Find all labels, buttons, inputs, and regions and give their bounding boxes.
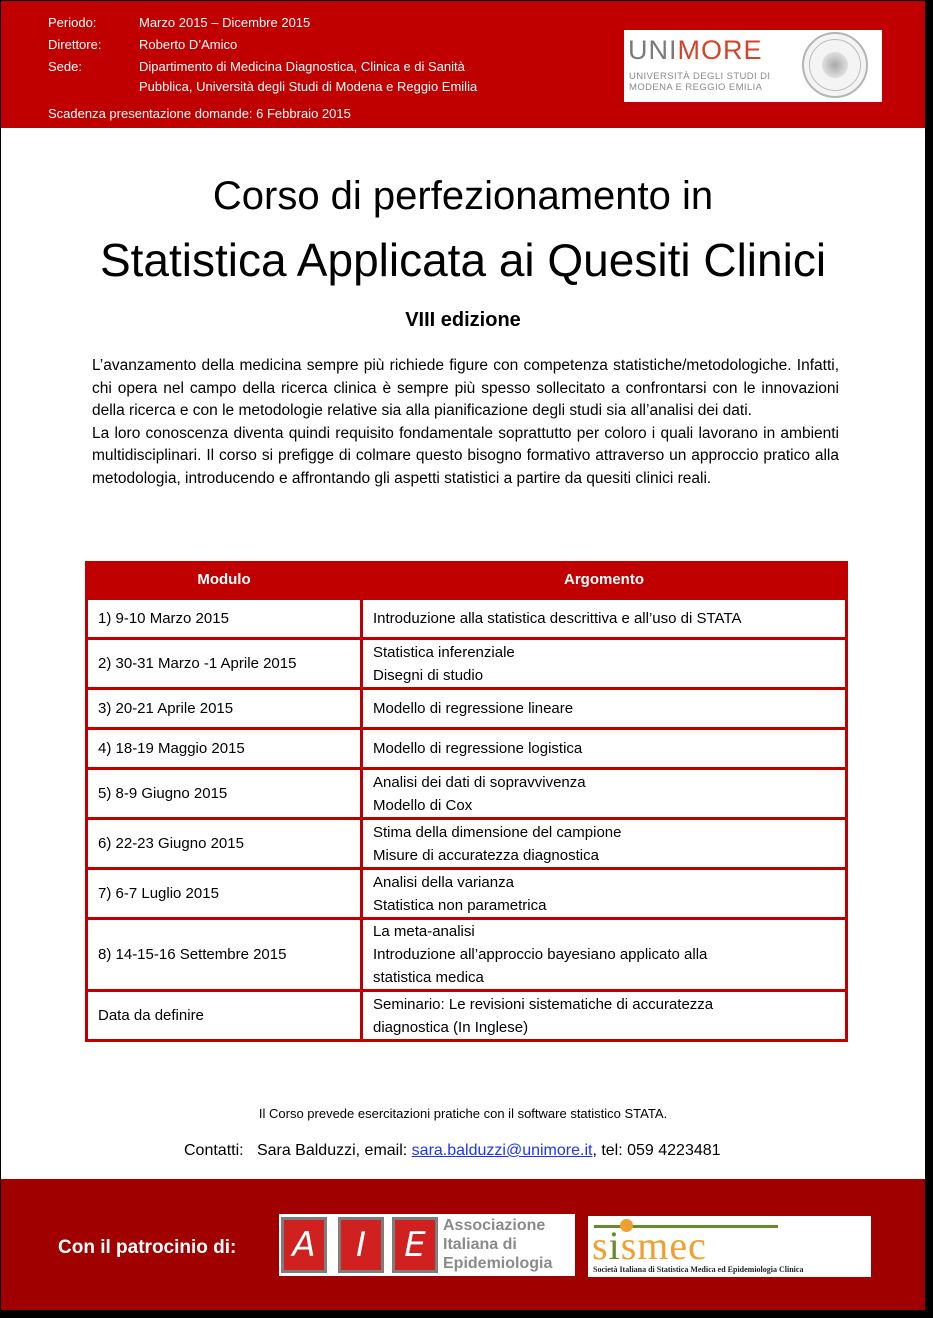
edition-label: VIII edizione bbox=[405, 309, 521, 331]
module-date: 2) 30-31 Marzo -1 Aprile 2015 bbox=[87, 639, 362, 689]
topic-line: Modello di regressione logistica bbox=[373, 740, 583, 757]
module-topic bbox=[362, 689, 847, 729]
module-date: 3) 20-21 Aprile 2015 bbox=[87, 689, 362, 729]
topic-line: diagnostica (In Inglese) bbox=[373, 1018, 529, 1036]
aie-name-line3: Epidemiologia bbox=[443, 1255, 553, 1272]
period-label: Periodo: bbox=[48, 15, 97, 30]
unimore-logo bbox=[624, 30, 882, 102]
module-topic bbox=[362, 639, 847, 689]
column-header-argomento: Argomento bbox=[362, 561, 847, 599]
sismec-word-i: i bbox=[608, 1223, 621, 1268]
sismec-word-rest: smec bbox=[620, 1223, 707, 1268]
location-value bbox=[139, 57, 477, 97]
contacts-label: Contatti: bbox=[184, 1142, 244, 1159]
patronage-label: Con il patrocinio di: bbox=[58, 1237, 237, 1258]
unimore-word-uni: UNI bbox=[628, 35, 678, 65]
unimore-wordmark bbox=[628, 35, 763, 65]
application-deadline: Scadenza presentazione domande: 6 Febbraio 2015 bbox=[48, 106, 351, 121]
module-date: 6) 22-23 Giugno 2015 bbox=[87, 819, 362, 869]
topic-line: Analisi della varianza bbox=[373, 873, 514, 891]
module-date: 5) 8-9 Giugno 2015 bbox=[87, 769, 362, 819]
column-header-modulo: Modulo bbox=[87, 561, 362, 599]
module-topic bbox=[362, 819, 847, 869]
contact-phone: , tel: 059 4223481 bbox=[592, 1142, 721, 1159]
module-schedule-table bbox=[85, 561, 848, 1042]
footer-band bbox=[1, 1179, 925, 1310]
table-row bbox=[87, 769, 847, 819]
table-row bbox=[87, 689, 847, 729]
topic-line: Statistica inferenziale bbox=[373, 643, 515, 661]
topic-line: Introduzione alla statistica descrittiva e all’uso di STATA bbox=[373, 610, 742, 627]
topic-line: Modello di regressione lineare bbox=[373, 700, 574, 717]
contact-email-link[interactable]: sara.balduzzi@unimore.it bbox=[411, 1142, 593, 1159]
intro-paragraph-2: La loro conoscenza diventa quindi requisito fondamentale soprattutto per coloro i quali lavorano in ambienti multidisciplinari. Il corso si prefigge di colmare questo bisogno formativo attraverso un approccio pratico alla metodologia, introducendo e affrontando gli aspetti statistici a partire da quesiti clinici reali. bbox=[92, 424, 839, 487]
module-topic bbox=[362, 869, 847, 919]
sismec-logo bbox=[588, 1216, 871, 1277]
module-topic bbox=[362, 919, 847, 991]
sismec-subtitle: Società Italiana di Statistica Medica ed Epidemiologia Clinica bbox=[593, 1265, 804, 1274]
contact-name: Sara Balduzzi, email: bbox=[256, 1142, 412, 1159]
topic-line: Seminario: Le revisioni sistematiche di accuratezza bbox=[373, 995, 714, 1013]
contacts-line bbox=[184, 1142, 721, 1160]
table-row bbox=[87, 991, 847, 1041]
aie-letter-a: A bbox=[281, 1217, 327, 1273]
module-date: 7) 6-7 Luglio 2015 bbox=[87, 869, 362, 919]
director-value: Roberto D’Amico bbox=[139, 37, 238, 52]
unimore-subtitle-line2: MODENA E REGGIO EMILIA bbox=[629, 82, 763, 93]
topic-line: La meta-analisi bbox=[373, 923, 475, 940]
intro-text bbox=[92, 355, 839, 490]
topic-line: Stima della dimensione del campione bbox=[373, 823, 622, 841]
table-row bbox=[87, 819, 847, 869]
table-row bbox=[87, 639, 847, 689]
module-date: Data da definire bbox=[87, 991, 362, 1041]
location-value-line2: Pubblica, Università degli Studi di Modena e Reggio Emilia bbox=[139, 79, 478, 94]
aie-logo bbox=[279, 1214, 575, 1276]
table-header-row bbox=[87, 561, 847, 599]
module-date: 8) 14-15-16 Settembre 2015 bbox=[87, 919, 362, 991]
stata-note: Il Corso prevede esercitazioni pratiche con il software statistico STATA. bbox=[258, 1106, 668, 1121]
location-label: Sede: bbox=[48, 59, 82, 74]
module-topic bbox=[362, 769, 847, 819]
table-row bbox=[87, 729, 847, 769]
intro-paragraph-1: L’avanzamento della medicina sempre più richiede figure con competenza statistiche/metodologiche. Infatti, chi opera nel campo della ricerca clinica è sempre più spesso sollecitato a confrontarsi con le innovazioni della ricerca e con le metodologie relative sia alla pianificazione degli studi sia all’analisi dei dati. bbox=[92, 357, 839, 419]
unimore-subtitle bbox=[629, 71, 770, 93]
aie-name-line2: Italiana di bbox=[443, 1236, 517, 1253]
unimore-subtitle-line1: UNIVERSITÀ DEGLI STUDI DI bbox=[629, 71, 771, 82]
module-date: 4) 18-19 Maggio 2015 bbox=[87, 729, 362, 769]
module-date: 1) 9-10 Marzo 2015 bbox=[87, 599, 362, 639]
module-topic bbox=[362, 599, 847, 639]
module-topic bbox=[362, 729, 847, 769]
sismec-word-s: s bbox=[592, 1223, 609, 1268]
header-band bbox=[1, 1, 925, 128]
module-topic bbox=[362, 991, 847, 1041]
topic-line: statistica medica bbox=[373, 969, 484, 986]
topic-line: Introduzione all’approccio bayesiano applicato alla bbox=[373, 946, 708, 963]
topic-line: Disegni di studio bbox=[373, 666, 484, 684]
aie-letter-e: E bbox=[392, 1217, 438, 1273]
title-line1: Corso di perfezionamento in bbox=[212, 174, 714, 218]
topic-line: Analisi dei dati di sopravvivenza bbox=[373, 773, 586, 791]
period-value: Marzo 2015 – Dicembre 2015 bbox=[139, 15, 311, 30]
topic-line: Modello di Cox bbox=[373, 796, 473, 814]
table-row bbox=[87, 869, 847, 919]
director-label: Direttore: bbox=[48, 37, 102, 52]
topic-line: Statistica non parametrica bbox=[373, 896, 547, 914]
aie-name bbox=[443, 1216, 552, 1273]
unimore-word-more: MORE bbox=[677, 35, 763, 65]
table-row bbox=[87, 599, 847, 639]
flyer-page bbox=[1, 1, 925, 1310]
topic-line: Misure di accuratezza diagnostica bbox=[373, 846, 599, 864]
location-value-line1: Dipartimento di Medicina Diagnostica, Clinica e di Sanità bbox=[139, 59, 465, 74]
sismec-wordmark bbox=[592, 1223, 707, 1268]
aie-name-line1: Associazione bbox=[443, 1217, 546, 1234]
university-seal-icon bbox=[802, 32, 868, 98]
course-title: Statistica Applicata ai Quesiti Clinici bbox=[99, 234, 827, 286]
table-row bbox=[87, 919, 847, 991]
aie-letter-i: I bbox=[338, 1217, 384, 1273]
